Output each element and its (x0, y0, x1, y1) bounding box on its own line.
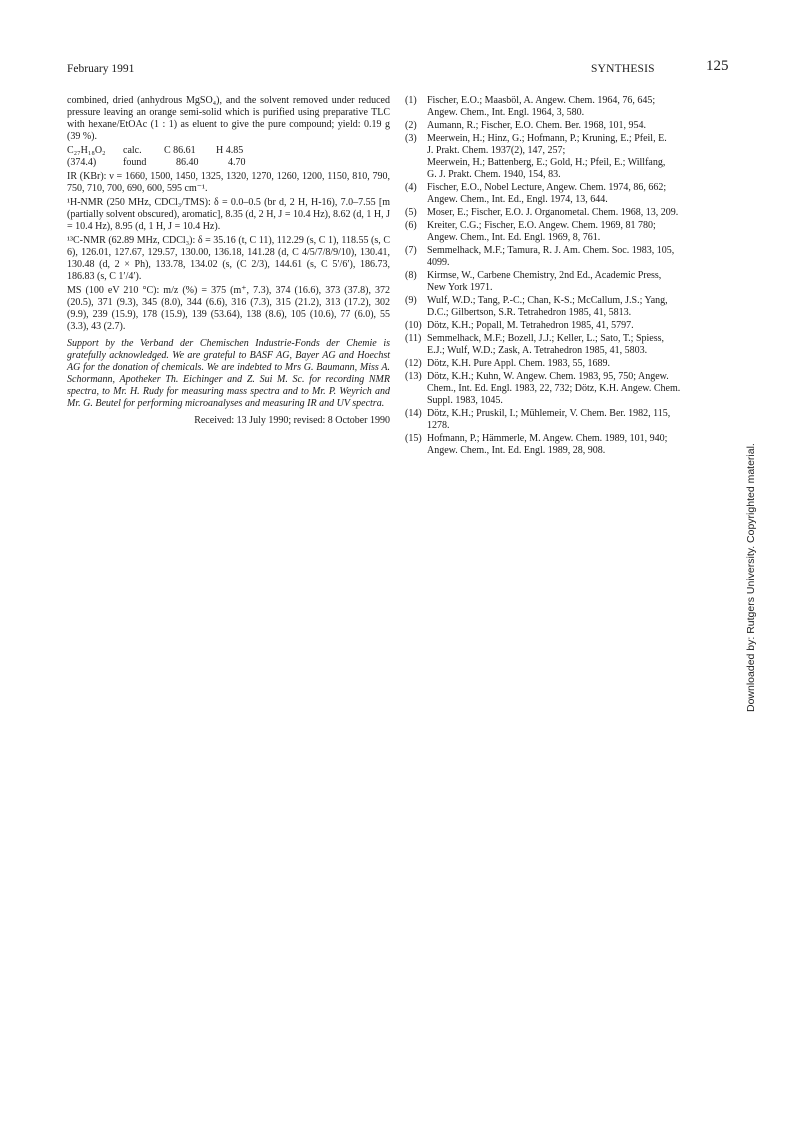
reference-number: (8) (405, 270, 417, 281)
reference-item (405, 95, 729, 119)
reference-item (405, 371, 729, 407)
reference-number: (6) (405, 220, 417, 231)
reference-item (405, 333, 729, 357)
reference-line: Meerwein, H.; Hinz, G.; Hofmann, P.; Kruning, E.; Pfeil, E. (427, 133, 667, 144)
reference-line: Angew. Chem., Int. Ed. Engl. 1969, 8, 761. (427, 232, 601, 243)
reference-item (405, 433, 729, 457)
analysis-c-value: 86.40 (176, 157, 199, 168)
reference-item (405, 220, 729, 244)
reference-line: Kirmse, W., Carbene Chemistry, 2nd Ed., Academic Press, (427, 270, 662, 281)
reference-line: E.J.; Wulf, W.D.; Zask, A. Tetrahedron 1985, 41, 5803. (427, 345, 648, 356)
reference-item (405, 120, 729, 132)
analysis-label: found (123, 157, 147, 168)
reference-line: Moser, E.; Fischer, E.O. J. Organometal. Chem. 1968, 13, 209. (427, 207, 679, 218)
analysis-formula: C₂₇H₁₈O₂ (67, 145, 106, 156)
reference-number: (13) (405, 371, 422, 382)
reference-line: G. J. Prakt. Chem. 1940, 154, 83. (427, 169, 561, 180)
reference-line: D.C.; Gilbertson, S.R. Tetrahedron 1985, 41, 5813. (427, 307, 632, 318)
elemental-analysis (67, 145, 390, 169)
analysis-c-value: C 86.61 (164, 145, 196, 156)
analysis-mw: (374.4) (67, 157, 97, 168)
reference-line: Angew. Chem., Int. Ed., Engl. 1974, 13, 644. (427, 194, 608, 205)
reference-number: (14) (405, 408, 422, 419)
reference-line: Dötz, K.H.; Popall, M. Tetrahedron 1985, 41, 5797. (427, 320, 634, 331)
reference-number: (11) (405, 333, 422, 344)
reference-line: 1278. (427, 420, 450, 431)
reference-item (405, 245, 729, 269)
reference-item (405, 295, 729, 319)
reference-line: Dötz, K.H. Pure Appl. Chem. 1983, 55, 1689. (427, 358, 611, 369)
reference-line: Hofmann, P.; Hämmerle, M. Angew. Chem. 1989, 101, 940; (427, 433, 668, 444)
reference-item (405, 358, 729, 370)
reference-line: Semmelhack, M.F.; Bozell, J.J.; Keller, L.; Sato, T.; Spiess, (427, 333, 665, 344)
reference-line: Dötz, K.H.; Pruskil, I.; Mühlemeir, V. Chem. Ber. 1982, 115, (427, 408, 671, 419)
reference-number: (10) (405, 320, 422, 331)
reference-number: (3) (405, 133, 417, 144)
hnmr-data: ¹H-NMR (250 MHz, CDCl₃/TMS): δ = 0.0–0.5 (br d, 2 H, H-16), 7.0–7.55 [m (partially solvent obscured), aromatic], 8.35 (d, 2 H, J = 10.4 Hz), 8.62 (d, 1 H, J = 10.4 Hz), 8.95 (d, 1 H, J = 10.4 Hz). (67, 197, 390, 232)
header-page-number: 125 (706, 58, 729, 74)
received-date: Received: 13 July 1990; revised: 8 October 1990 (194, 415, 390, 426)
reference-line: Wulf, W.D.; Tang, P.-C.; Chan, K-S.; McCallum, J.S.; Yang, (427, 295, 668, 306)
analysis-h-value: 4.70 (228, 157, 246, 168)
reference-line: Fischer, E.O., Nobel Lecture, Angew. Chem. 1974, 86, 662; (427, 182, 667, 193)
acknowledgement: Support by the Verband der Chemischen Industrie-Fonds der Chemie is gratefully acknowledged. We are grateful to BASF AG, Bayer AG and Hoechst AG for the donation of chemicals. We are indebted to Mrs G. Baumann, Miss A. Schormann, Apotheker Th. Eichinger and Z. Sui M. Sc. for recording NMR spectra, to Mr. H. Rudy for measuring mass spectra and to Mr. P. Weyrich and Mr. G. Beutel for performing microanalyses and measuring IR and UV spectra. (67, 338, 390, 409)
left-column (67, 95, 390, 429)
analysis-h-value: H 4.85 (216, 145, 244, 156)
reference-number: (2) (405, 120, 417, 131)
reference-line: Semmelhack, M.F.; Tamura, R. J. Am. Chem. Soc. 1983, 105, (427, 245, 675, 256)
reference-line: Chem., Int. Ed. Engl. 1983, 22, 732; Dötz, K.H. Angew. Chem. (427, 383, 681, 394)
reference-line: Aumann, R.; Fischer, E.O. Chem. Ber. 1968, 101, 954. (427, 120, 647, 131)
reference-number: (4) (405, 182, 417, 193)
ms-data: MS (100 eV 210 °C): m/z (%) = 375 (m⁺, 7.3), 374 (16.6), 373 (37.8), 372 (20.5), 371 (9.3), 345 (8.0), 344 (6.6), 316 (7.3), 315 (21.2), 313 (17.2), 302 (9.9), 239 (15.9), 178 (15.9), 139 (53.64), 138 (8.6), 105 (10.6), 77 (6.0), 55 (3.3), 43 (2.7). (67, 285, 390, 332)
reference-item (405, 133, 729, 181)
reference-number: (5) (405, 207, 417, 218)
ir-data: IR (KBr): ν = 1660, 1500, 1450, 1325, 1320, 1270, 1260, 1200, 1150, 810, 790, 750, 710, 700, 690, 600, 595 cm⁻¹. (67, 171, 390, 194)
references-list (405, 95, 729, 458)
reference-item (405, 207, 729, 219)
reference-item (405, 270, 729, 294)
cnmr-data: ¹³C-NMR (62.89 MHz, CDCl₃): δ = 35.16 (t, C 11), 112.29 (s, C 1), 118.55 (s, C 6), 126.01, 127.67, 129.57, 130.00, 136.18, 141.28 (d, C 4/5/7/8/9/10), 130.41, 130.48 (d, 2 × Ph), 133.78, 134.02 (s, (C 2/3), 144.61 (s, C 5′/6′), 186.73, 186.83 (s, C 1′/4′). (67, 235, 390, 282)
reference-line: Kreiter, C.G.; Fischer, E.O. Angew. Chem. 1969, 81 780; (427, 220, 656, 231)
reference-line: Angew. Chem., Int. Engl. 1964, 3, 580. (427, 107, 585, 118)
analysis-found-row (67, 157, 390, 169)
analysis-label: calc. (123, 145, 142, 156)
header-date: February 1991 (67, 63, 135, 75)
experimental-paragraph: combined, dried (anhydrous MgSO₄), and the solvent removed under reduced pressure leaving an orange semi-solid which is purified using preparative TLC with hexane/EtOAc (1 : 1) as eluent to give the pure compound; yield: 0.19 g (39 %). (67, 95, 390, 142)
reference-number: (1) (405, 95, 417, 106)
reference-line: 4099. (427, 257, 450, 268)
reference-line: Suppl. 1983, 1045. (427, 395, 503, 406)
reference-line: Dötz, K.H.; Kuhn, W. Angew. Chem. 1983, 95, 750; Angew. (427, 371, 669, 382)
reference-number: (7) (405, 245, 417, 256)
download-notice: Downloaded by: Rutgers University. Copyrighted material. (745, 443, 757, 712)
analysis-calc-row (67, 145, 390, 157)
reference-line: Fischer, E.O.; Maasböl, A. Angew. Chem. 1964, 76, 645; (427, 95, 656, 106)
reference-number: (9) (405, 295, 417, 306)
reference-line: J. Prakt. Chem. 1937(2), 147, 257; (427, 145, 566, 156)
reference-item (405, 320, 729, 332)
reference-number: (12) (405, 358, 422, 369)
reference-line: Angew. Chem., Int. Ed. Engl. 1989, 28, 908. (427, 445, 606, 456)
reference-number: (15) (405, 433, 422, 444)
reference-line: New York 1971. (427, 282, 493, 293)
reference-item (405, 408, 729, 432)
reference-line: Meerwein, H.; Battenberg, E.; Gold, H.; Pfeil, E.; Willfang, (427, 157, 666, 168)
header-journal-name: SYNTHESIS (591, 63, 655, 75)
reference-item (405, 182, 729, 206)
